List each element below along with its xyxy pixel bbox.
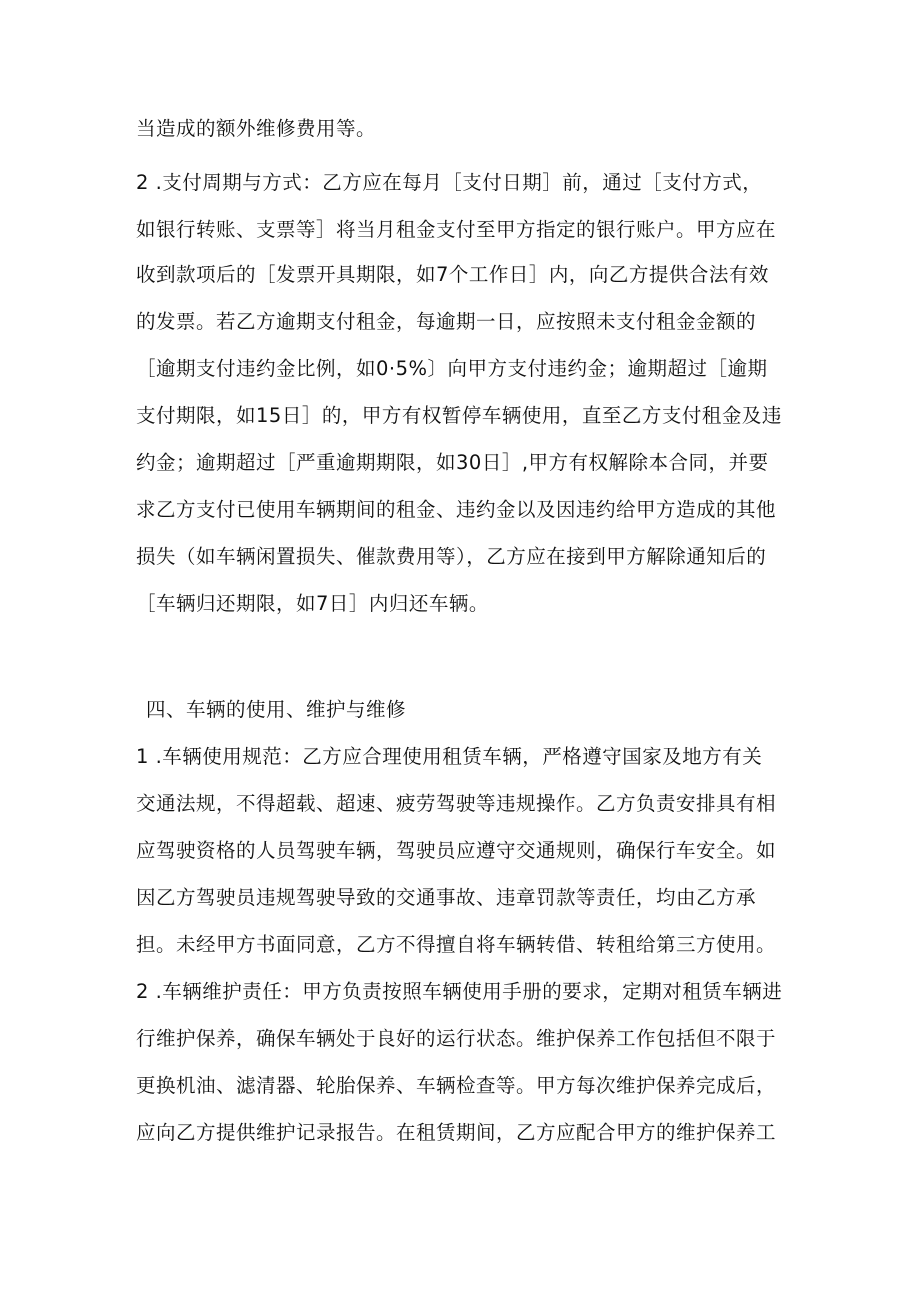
paragraph-line: 收到款项后的［发票开具期限，如7个工作日］内，向乙方提供合法有效 bbox=[136, 263, 769, 286]
paragraph-line: 更换机油、滤清器、轮胎保养、车辆检查等。甲方每次维护保养完成后， bbox=[136, 1074, 777, 1097]
paragraph-line: 的发票。若乙方逾期支付租金，每逾期一日，应按照未支付租金金额的 bbox=[136, 310, 757, 333]
section-heading: 四、车辆的使用、维护与维修 bbox=[146, 698, 407, 721]
paragraph-line: ［车辆归还期限，如7日］内归还车辆。 bbox=[136, 592, 489, 615]
paragraph-line: 因乙方驾驶员违规驾驶导致的交通事故、违章罚款等责任，均由乙方承 bbox=[136, 886, 757, 909]
paragraph-line: 应驾驶资格的人员驾驶车辆，驾驶员应遵守交通规则，确保行车安全。如 bbox=[136, 839, 777, 862]
paragraph-line: 求乙方支付已使用车辆期间的租金、违约金以及因违约给甲方造成的其他 bbox=[136, 498, 777, 521]
paragraph-line: 支付期限，如15日］的，甲方有权暂停车辆使用，直至乙方支付租金及违 bbox=[136, 404, 782, 427]
paragraph-line: 行维护保养，确保车辆处于良好的运行状态。维护保养工作包括但不限于 bbox=[136, 1027, 777, 1050]
paragraph-line: 2 .车辆维护责任：甲方负责按照车辆使用手册的要求，定期对租赁车辆进 bbox=[136, 980, 783, 1003]
paragraph-line: ［逾期支付违约金比例，如0·5%〕向甲方支付违约金；逾期超过［逾期 bbox=[136, 357, 768, 380]
paragraph-line: 交通法规，不得超载、超速、疲劳驾驶等违规操作。乙方负责安排具有相 bbox=[136, 792, 777, 815]
paragraph-line: 应向乙方提供维护记录报告。在租赁期间，乙方应配合甲方的维护保养工 bbox=[136, 1121, 777, 1144]
paragraph-line: 担。未经甲方书面同意，乙方不得擅自将车辆转借、转租给第三方使用。 bbox=[136, 933, 777, 956]
paragraph-line: 2 .支付周期与方式：乙方应在每月［支付日期］前，通过［支付方式， bbox=[136, 171, 763, 194]
paragraph-line: 如银行转账、支票等］将当月租金支付至甲方指定的银行账户。甲方应在 bbox=[136, 218, 777, 241]
paragraph-line: 损失（如车辆闲置损失、催款费用等），乙方应在接到甲方解除通知后的 bbox=[136, 545, 767, 568]
paragraph-line: 当造成的额外维修费用等。 bbox=[136, 117, 377, 140]
paragraph-line: 约金；逾期超过［严重逾期期限，如30日］,甲方有权解除本合同，并要 bbox=[136, 451, 769, 474]
paragraph-line: 1 .车辆使用规范：乙方应合理使用租赁车辆，严格遵守国家及地方有关 bbox=[136, 745, 763, 768]
